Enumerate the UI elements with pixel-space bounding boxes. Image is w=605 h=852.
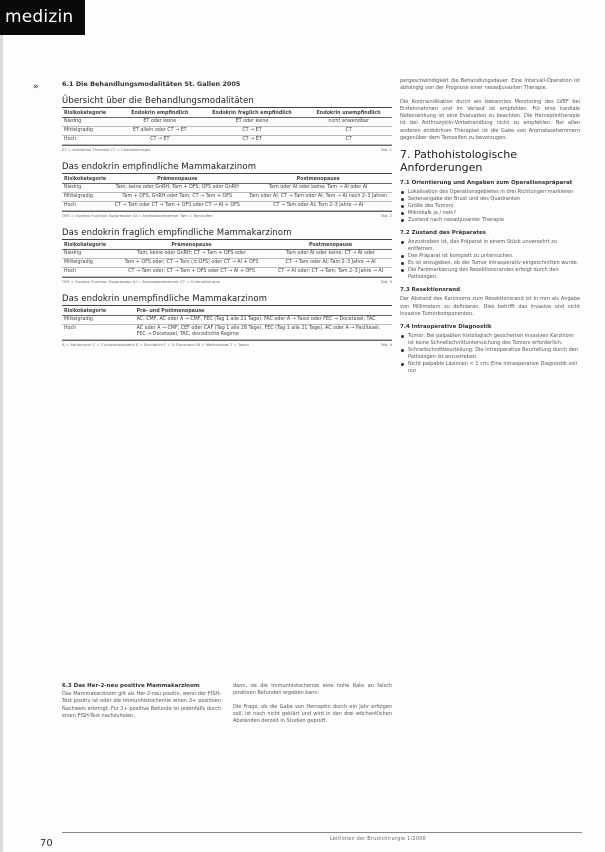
table-title: Das endokrin empfindliche Mammakarzinom bbox=[62, 162, 392, 174]
table-number: Tab. 2 bbox=[380, 213, 392, 218]
table-cell: AC oder A → CMF, CEF oder CAF (Tag 1 alle 28 Tage), FEC (Tag 1 alle 21 Tage), AC oder A → Paclitaxel, FEC → Docetaxel, TAC, dosisdichte Regime bbox=[135, 325, 392, 340]
list-item-text: Schnellschnittbeurteilung: Die intraoperative Beurteilung durch den Pathologen ist anzustreben. bbox=[408, 347, 578, 361]
table-cell: CT → ET bbox=[199, 136, 305, 145]
table-cell: CT → Tam oder AI; Tam 2–3 Jahre → AI bbox=[244, 202, 392, 211]
subsection-heading: 7.3 Resektionsrand bbox=[400, 287, 461, 294]
left-column bbox=[62, 80, 392, 357]
table-row bbox=[62, 127, 392, 136]
subsection-heading: 7.4 Intraoperative Diagnostik bbox=[400, 324, 492, 331]
bullet-icon bbox=[401, 335, 404, 338]
table-cell: ET oder keine bbox=[121, 118, 199, 127]
footnote-text: OFS = Ovarian Function Suppression AI = Aromatasehemmer Tam = Tamoxifen bbox=[62, 213, 213, 218]
table-2 bbox=[62, 162, 392, 218]
table-header-row bbox=[62, 110, 392, 118]
table-row bbox=[62, 268, 392, 277]
table-row bbox=[62, 250, 392, 259]
page-number: 70 bbox=[40, 838, 53, 849]
table-cell: CT → ET bbox=[121, 136, 199, 145]
table-row bbox=[62, 136, 392, 145]
table-row bbox=[62, 193, 392, 202]
table-footnote bbox=[62, 145, 392, 152]
table-row bbox=[62, 118, 392, 127]
list-item-text: Tumor: Bei palpablen histologisch gesicherten invasiven Karzinom ist keine Schnellschnittuntersuchung des Tumors erforderlich. bbox=[408, 333, 574, 347]
list-item bbox=[400, 189, 580, 196]
footnote-text: ET = endokrine Therapie CT = Chemotherapie bbox=[62, 147, 151, 152]
list-item-text: Nicht palpable Läsionen < 1 cm: Eine intraoperative Diagnostik soll nur bbox=[408, 361, 578, 375]
text-column bbox=[233, 683, 392, 731]
footer-reference: Leitlinien der Brustchirurgie 1/2006 bbox=[330, 837, 426, 842]
table-cell: Hoch bbox=[62, 268, 114, 277]
table-cell: Tam, keine oder GnRH; Tam + OFS; OFS oder GnRH bbox=[110, 184, 244, 193]
list-item-text: Zustand nach neoadjuvanter Therapie bbox=[408, 217, 504, 224]
list-item-text: Das Präparat ist komplett zu untersuchen. bbox=[408, 253, 514, 260]
bullet-list bbox=[400, 189, 580, 224]
table-cell: Tam oder AI; CT → Tam oder AI; Tam → AI nach 2–3 Jahren bbox=[244, 193, 392, 202]
table-header-row bbox=[62, 308, 392, 316]
table-cell: Tam oder AI oder keine; Tam → AI oder AI bbox=[244, 184, 392, 193]
table-cell: ET oder keine bbox=[199, 118, 305, 127]
bullet-icon bbox=[401, 212, 404, 215]
bullet-icon bbox=[401, 269, 404, 272]
bullet-icon bbox=[401, 363, 404, 366]
column-header: Risikokategorie bbox=[62, 176, 110, 184]
bullet-list bbox=[400, 239, 580, 281]
bullet-icon bbox=[401, 262, 404, 265]
list-item bbox=[400, 217, 580, 224]
table-cell: CT → Tam oder CT → Tam + OFS oder CT → AI + OFS bbox=[110, 202, 244, 211]
column-header: Postmenopause bbox=[244, 176, 392, 184]
column-header: Prämenopause bbox=[114, 242, 269, 250]
table-cell: Mittelgradig bbox=[62, 193, 110, 202]
table-row bbox=[62, 184, 392, 193]
paragraph: Die Kontraindikation durch ein bekanntes Monitoring des LVEF bei Ersteinnahmen und im Verlauf ist empfohlen. Für eine kardiale Nebenwirkung ist eine Evaluation zu beachten. Die Herceptintherapie ist bei Anthrazyklin-Vorbehandlung nicht zu empfehlen. Bei allen anderen endokrinen Therapien ist die Gabe von Aromatasehemmern gegenüber dem Tamoxifen zu bevorzugen. bbox=[400, 98, 580, 142]
list-item-text: Größe des Tumors bbox=[408, 203, 454, 210]
table-row bbox=[62, 259, 392, 268]
bullet-icon bbox=[401, 191, 404, 194]
table-header-row bbox=[62, 242, 392, 250]
table-title: Das endokrin unempfindliche Mammakarzinom bbox=[62, 294, 392, 306]
footer-divider bbox=[62, 832, 582, 833]
paragraph: dann, da die Immunhistochemie eine hohe Rate an falsch positiven Befunden ergeben kann. bbox=[233, 683, 392, 697]
table-cell: Tam + OFS oder; CT → Tam (± OFS) oder CT → AI + OFS bbox=[114, 259, 269, 268]
column-header: Endokrin fraglich empfindlich bbox=[199, 110, 305, 118]
scan-edge bbox=[0, 0, 3, 852]
list-item bbox=[400, 196, 580, 203]
table-cell: Tam oder AI oder keine; CT → AI oder bbox=[269, 250, 392, 259]
brand-logo: medizin bbox=[5, 7, 74, 27]
table-cell: Hoch bbox=[62, 136, 121, 145]
table-caption: 6.1 Die Behandlungsmodalitäten St. Gallen 2005 bbox=[62, 80, 241, 88]
table-footnote bbox=[62, 277, 392, 284]
table-4 bbox=[62, 294, 392, 347]
column-header: Prä- und Postmenopause bbox=[135, 308, 392, 316]
bullet-icon bbox=[401, 241, 404, 244]
left-bottom-text bbox=[62, 683, 392, 731]
list-item-text: Anzustreben ist, das Präparat in einem Stück unversehrt zu entfernen. bbox=[408, 239, 558, 253]
table-cell: Hoch bbox=[62, 325, 135, 340]
paragraph: pergeschwindigkeit die Behandlungsdauer. Eine Intervall-Operation ist abhängig von der Prognose einer neoadjuvanten Therapie. bbox=[400, 78, 580, 92]
list-item bbox=[400, 361, 580, 375]
table-cell: CT → Tam oder; CT → Tam + OFS oder CT → AI + OFS bbox=[114, 268, 269, 277]
bullet-icon bbox=[401, 349, 404, 352]
paragraph: Das Mammakarzinom gilt als Her-2-neu positiv, wenn der FISH-Test positiv ist oder die Immunhistochemie einen 3+ positiven Nachweis erbringt. Für 2+ positive Befunde ist jedenfalls durch einen FISH-Test nachzuholen, bbox=[62, 691, 221, 719]
table-cell: CT → ET bbox=[199, 127, 305, 136]
table-number: Tab. 4 bbox=[380, 342, 392, 347]
column-header: Postmenopause bbox=[269, 242, 392, 250]
subsection-heading: 7.2 Zustand des Präparates bbox=[400, 230, 486, 237]
text-column bbox=[62, 683, 221, 731]
footnote-text: A = Adriamycin C = Cyclophosphamid E = Epirubicin F = 5-Fluoruracil M = Methotrexat T = Taxan bbox=[62, 342, 249, 347]
list-item-text: Lokalisation des Operationsgebietes in drei Richtungen markieren bbox=[408, 189, 574, 196]
table-1 bbox=[62, 96, 392, 152]
header-bar bbox=[0, 0, 85, 35]
list-item bbox=[400, 203, 580, 210]
chapter-heading: 7. Pathohistologische Anforderungen bbox=[400, 148, 518, 175]
column-header: Risikokategorie bbox=[62, 308, 135, 316]
list-item-text: Es ist anzugeben, ob der Tumor intraoperativ eingeschnitten wurde. bbox=[408, 260, 579, 267]
list-item bbox=[400, 239, 580, 253]
bullet-icon bbox=[401, 255, 404, 258]
table-cell: CT bbox=[305, 127, 392, 136]
table-cell: CT bbox=[305, 136, 392, 145]
table-cell: Mittelgradig bbox=[62, 259, 114, 268]
table-header-row bbox=[62, 176, 392, 184]
list-item-text: Die Farbmarkierung des Resektionsrandes erfolgt durch den Pathologen. bbox=[408, 267, 559, 281]
table-cell: Niedrig bbox=[62, 184, 110, 193]
table-cell: Mittelgradig bbox=[62, 127, 121, 136]
table-cell: CT → AI oder; CT → Tam; Tam 2–3 Jahre → AI bbox=[269, 268, 392, 277]
table-cell: AC, CMF, AC oder A → CMF, FEC (Tag 1 alle 21 Tage), FAC oder A → Taxol oder FEC → Docetaxel, TAC bbox=[135, 316, 392, 325]
section-marker-icon: » bbox=[33, 82, 39, 92]
column-header: Prämenopause bbox=[110, 176, 244, 184]
table-number: Tab. 3 bbox=[380, 279, 392, 284]
table-row bbox=[62, 325, 392, 340]
table-cell: Niedrig bbox=[62, 250, 114, 259]
column-header: Endokrin empfindlich bbox=[121, 110, 199, 118]
section-heading: 6.3 Das Her-2-neu positive Mammakarzinom bbox=[62, 683, 200, 689]
footnote-text: OFS = Ovarian Function Suppression AI = Aromatasehemmer CT = Chemotherapie bbox=[62, 279, 220, 284]
column-header: Endokrin unempfindlich bbox=[305, 110, 392, 118]
table-number: Tab. 1 bbox=[380, 147, 392, 152]
table-cell: ET allein oder CT → ET bbox=[121, 127, 199, 136]
table-3 bbox=[62, 228, 392, 284]
table-footnote bbox=[62, 340, 392, 347]
table-cell: Tam, keine oder GnRH; CT → Tam + OFS oder bbox=[114, 250, 269, 259]
table-cell: Hoch bbox=[62, 202, 110, 211]
bullet-icon bbox=[401, 219, 404, 222]
table-row bbox=[62, 202, 392, 211]
list-item-text: Mikrokalk ja / nein? bbox=[408, 210, 457, 217]
subsection-heading: 7.1 Orientierung und Angaben zum Operationspräparat bbox=[400, 180, 573, 187]
right-column bbox=[400, 78, 580, 381]
bullet-icon bbox=[401, 198, 404, 201]
list-item bbox=[400, 210, 580, 217]
table-title: Übersicht über die Behandlungsmodalitäten bbox=[62, 96, 392, 108]
table-row bbox=[62, 316, 392, 325]
table-footnote bbox=[62, 211, 392, 218]
list-item bbox=[400, 253, 580, 260]
bullet-list bbox=[400, 333, 580, 375]
list-item bbox=[400, 260, 580, 267]
table-cell: CT → Tam oder AI; Tam 2–3 Jahre → AI bbox=[269, 259, 392, 268]
column-header: Risikokategorie bbox=[62, 242, 114, 250]
paragraph: Der Abstand des Karzinoms zum Resektionsrand ist in mm als Angabe von Millimetern zu definieren. Dies betrifft das invasive und nicht invasive Tumorkomponenten. bbox=[400, 296, 580, 317]
column-header: Risikokategorie bbox=[62, 110, 121, 118]
paragraph: Die Frage, ob die Gabe von Herceptin durch ein Jahr erfolgen soll, ist noch nicht geklärt und wird in den drei wöchentlichen Abständen derzeit in Studien geprüft. bbox=[233, 703, 392, 725]
table-title: Das endokrin fraglich empfindliche Mammakarzinom bbox=[62, 228, 392, 240]
table-cell: nicht anwendbar bbox=[305, 118, 392, 127]
table-cell: Mittelgradig bbox=[62, 316, 135, 325]
table-cell: Tam + OFS, GnRH oder Tam; CT → Tam + OFS bbox=[110, 193, 244, 202]
list-item bbox=[400, 333, 580, 347]
list-item-text: Seitenangabe der Brust und des Quadranten bbox=[408, 196, 521, 203]
list-item bbox=[400, 267, 580, 281]
table-cell: Niedrig bbox=[62, 118, 121, 127]
list-item bbox=[400, 347, 580, 361]
bullet-icon bbox=[401, 205, 404, 208]
